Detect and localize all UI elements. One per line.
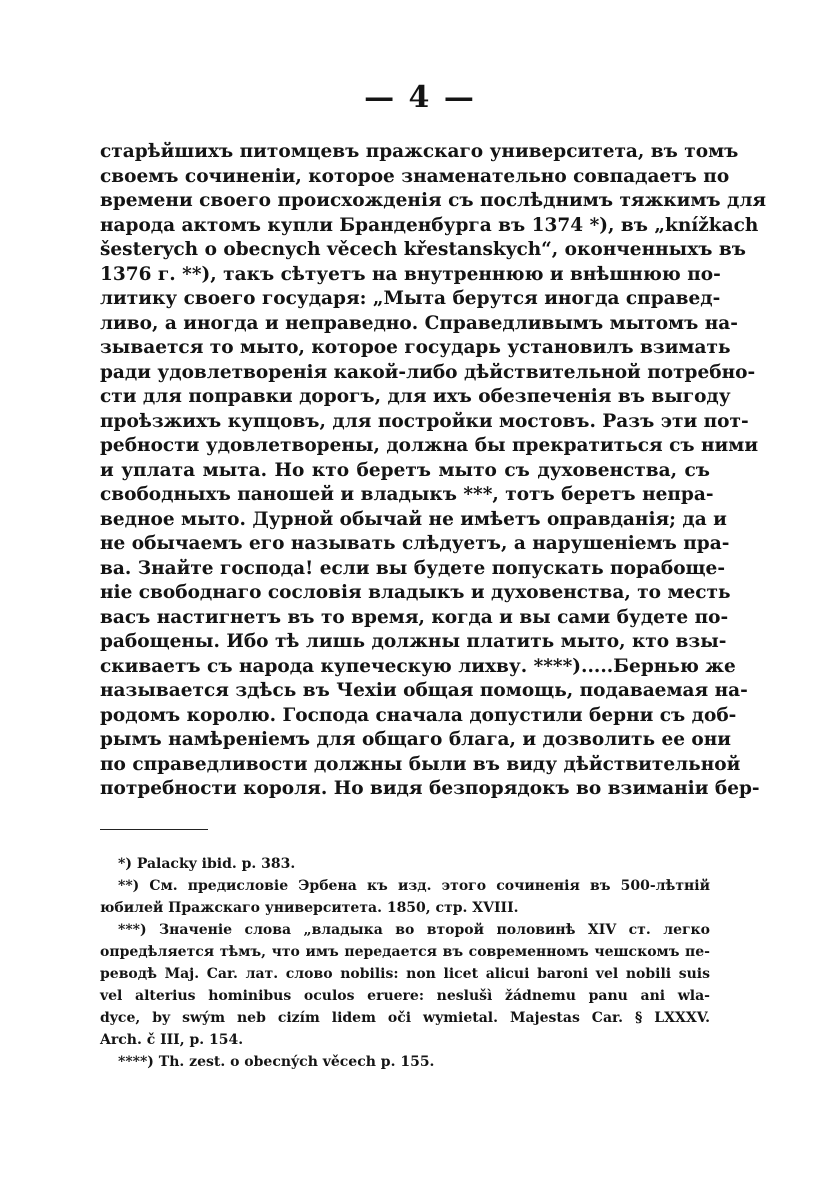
footnote-3: ***) Значеніе слова „владыка во второй половинѣ XIV ст. легко bbox=[118, 922, 710, 938]
text-line: 1376 г. **), такъ сѣтуетъ на внутреннюю и внѣшнюю по- bbox=[100, 263, 721, 285]
text-line: рымъ намѣреніемъ для общаго блага, и дозволить ее они bbox=[100, 729, 732, 750]
text-line: ніе свободнаго сословія владыкъ и духовенства, то месть bbox=[100, 582, 731, 603]
footnote-3-cont: vel alterius hominibus oculos eruere: neslušì žádnemu panu ani wla- bbox=[100, 988, 710, 1004]
text-line: своемъ сочиненіи, которое знаменательно совпадаетъ по bbox=[100, 165, 730, 187]
footnote-3-cont: реводѣ Maj. Car. лат. слово nobilis: non licet alicui baroni vel nobili suis bbox=[100, 966, 710, 982]
text-line: называется здѣсь въ Чехіи общая помощь, подаваемая на- bbox=[100, 680, 748, 701]
text-line: рабощены. Ибо тѣ лишь должны платить мыто, кто взы- bbox=[100, 631, 727, 652]
text-line: литику своего государя: „Мыта берутся иногда справед- bbox=[100, 288, 721, 309]
text-line: васъ настигнетъ въ то время, когда и вы сами будете по- bbox=[100, 606, 729, 628]
text-line: сти для поправки дорогъ, для ихъ обезпеченія въ выгоду bbox=[100, 386, 731, 407]
footnote-1: *) Palacky ibid. p. 383. bbox=[118, 856, 296, 872]
page-number: — 4 — bbox=[364, 80, 476, 115]
body-text bbox=[100, 140, 767, 802]
text-line: старѣйшихъ питомцевъ пражскаго университета, въ томъ bbox=[100, 141, 739, 162]
text-line: зывается то мыто, которое государь установилъ взимать bbox=[100, 337, 731, 358]
text-line: ливо, а иногда и неправедно. Справедливымъ мытомъ на- bbox=[100, 312, 738, 334]
footnote-3-cont: опредѣляется тѣмъ, что имъ передается въ современномъ чешскомъ пе- bbox=[100, 944, 710, 960]
text-line: ради удовлетворенія какой-либо дѣйствительной потребно- bbox=[100, 361, 756, 383]
text-line: родомъ королю. Господа сначала допустили берни съ доб- bbox=[100, 704, 737, 726]
text-line: ребности удовлетворены, должна бы прекратиться съ ними bbox=[100, 435, 759, 456]
footnote-2-cont: юбилей Пражскаго университета. 1850, стр. XVIII. bbox=[100, 900, 519, 916]
text-line: скиваетъ съ народа купеческую лихву. ****).....Бернью же bbox=[100, 655, 736, 677]
text-line: ведное мыто. Дурной обычай не имѣетъ оправданія; да и bbox=[100, 508, 727, 530]
text-line: проѣзжихъ купцовъ, для постройки мостовъ. Разъ эти пот- bbox=[100, 410, 749, 432]
text-line: ва. Знайте господа! если вы будете попускать порабоще- bbox=[100, 557, 726, 579]
text-line: и уплата мыта. Но кто беретъ мыто съ духовенства, съ bbox=[100, 459, 710, 481]
text-line: свободныхъ паношей и владыкъ ***, тотъ беретъ непра- bbox=[100, 484, 714, 505]
footnote-2: **) См. предисловіе Эрбена къ изд. этого сочиненія въ 500-лѣтній bbox=[118, 878, 710, 894]
footnote-3-cont: dyce, by swým neb cizím lidem oči wymietal. Majestas Car. § LXXXV. bbox=[100, 1010, 710, 1026]
text-line: времени своего происхожденія съ послѣднимъ тяжкимъ для bbox=[100, 190, 767, 211]
text-line: народа актомъ купли Бранденбурга въ 1374 *), въ „knížkach bbox=[100, 214, 759, 236]
text-line: не обычаемъ его называть слѣдуетъ, а нарушеніемъ пра- bbox=[100, 533, 730, 554]
text-line: потребности короля. Но видя безпорядокъ во взиманіи бер- bbox=[100, 778, 760, 799]
footnote-4: ****) Th. zest. o obecných věcech p. 155. bbox=[118, 1054, 435, 1070]
footnotes bbox=[100, 853, 710, 1073]
text-line: šesterych o obecnych věcech křestanskych“, оконченныхъ въ bbox=[100, 239, 746, 260]
footnote-3-cont: Arch. č III, p. 154. bbox=[100, 1032, 244, 1048]
footnote-separator bbox=[100, 829, 208, 830]
text-line: по справедливости должны были въ виду дѣйствительной bbox=[100, 753, 741, 775]
